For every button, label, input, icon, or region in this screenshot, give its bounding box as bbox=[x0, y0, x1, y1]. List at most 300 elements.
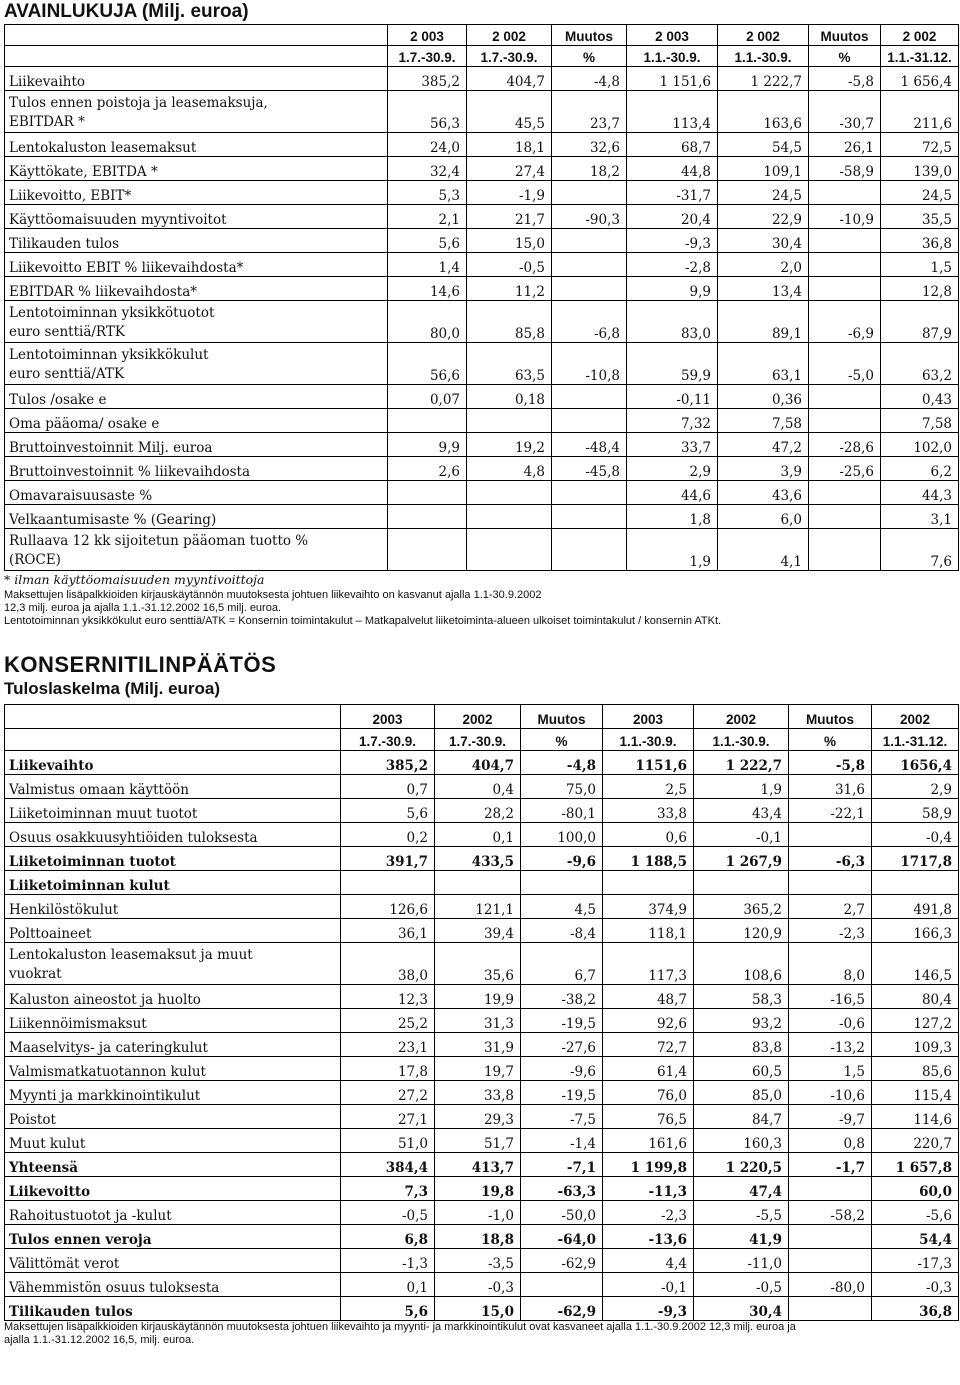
row-label-line: Välittömät verot bbox=[9, 1256, 120, 1272]
value-cell: 54,4 bbox=[872, 1225, 959, 1249]
value-cell: 68,7 bbox=[627, 133, 718, 157]
value-cell bbox=[388, 409, 467, 433]
row-label-line: Tulos ennen veroja bbox=[9, 1232, 152, 1248]
row-label bbox=[5, 181, 388, 205]
value-cell: 6,8 bbox=[341, 1225, 435, 1249]
column-header: 2002 bbox=[694, 705, 789, 729]
value-cell: 83,0 bbox=[627, 301, 718, 343]
value-cell: 12,3 bbox=[341, 985, 435, 1009]
row-label bbox=[5, 505, 388, 529]
value-cell: 24,5 bbox=[718, 181, 809, 205]
value-cell: -9,6 bbox=[521, 847, 603, 871]
row-label bbox=[5, 229, 388, 253]
value-cell: 8,0 bbox=[789, 943, 872, 985]
value-cell: 4,4 bbox=[603, 1249, 694, 1273]
table-row bbox=[5, 385, 959, 409]
row-label bbox=[5, 985, 341, 1009]
column-header: 1.7.-30.9. bbox=[341, 729, 435, 751]
value-cell: -10,8 bbox=[552, 343, 627, 385]
value-cell: 9,9 bbox=[627, 277, 718, 301]
value-cell bbox=[809, 181, 881, 205]
value-cell: -9,3 bbox=[603, 1297, 694, 1321]
value-cell: -9,3 bbox=[627, 229, 718, 253]
value-cell: 114,6 bbox=[872, 1105, 959, 1129]
value-cell: 1 220,5 bbox=[694, 1153, 789, 1177]
header-row bbox=[5, 25, 959, 46]
value-cell bbox=[552, 181, 627, 205]
value-cell: 17,8 bbox=[341, 1057, 435, 1081]
row-label-line: Liikevoitto bbox=[9, 1184, 91, 1200]
column-header: 2002 bbox=[435, 705, 521, 729]
value-cell: 54,5 bbox=[718, 133, 809, 157]
note-line: Maksettujen lisäpalkkioiden kirjauskäytännön muutoksesta johtuen liikevaihto on kasvanut ajalla 1.1-30.9.2002 bbox=[4, 589, 542, 601]
value-cell: 22,9 bbox=[718, 205, 809, 229]
value-cell: 146,5 bbox=[872, 943, 959, 985]
value-cell: 127,2 bbox=[872, 1009, 959, 1033]
value-cell: 7,58 bbox=[718, 409, 809, 433]
income-statement-notes bbox=[0, 1321, 960, 1347]
value-cell: 108,6 bbox=[694, 943, 789, 985]
value-cell: 15,0 bbox=[467, 229, 552, 253]
value-cell bbox=[467, 505, 552, 529]
value-cell: -9,7 bbox=[789, 1105, 872, 1129]
row-label bbox=[5, 1129, 341, 1153]
value-cell: -0,1 bbox=[694, 823, 789, 847]
value-cell: -10,6 bbox=[789, 1081, 872, 1105]
value-cell: -48,4 bbox=[552, 433, 627, 457]
value-cell: -10,9 bbox=[809, 205, 881, 229]
row-label-line: Valmismatkatuotannon kulut bbox=[9, 1064, 206, 1080]
column-header: 1.1.-30.9. bbox=[603, 729, 694, 751]
value-cell: 76,0 bbox=[603, 1081, 694, 1105]
value-cell bbox=[789, 823, 872, 847]
value-cell: 19,7 bbox=[435, 1057, 521, 1081]
value-cell: 1 151,6 bbox=[627, 67, 718, 91]
value-cell bbox=[552, 277, 627, 301]
value-cell: 0,18 bbox=[467, 385, 552, 409]
value-cell: 72,7 bbox=[603, 1033, 694, 1057]
value-cell: 47,2 bbox=[718, 433, 809, 457]
row-label-line: Myynti ja markkinointikulut bbox=[9, 1088, 201, 1104]
table-row bbox=[5, 529, 959, 571]
row-label bbox=[5, 847, 341, 871]
row-label bbox=[5, 823, 341, 847]
value-cell: -80,1 bbox=[521, 799, 603, 823]
value-cell: 5,6 bbox=[388, 229, 467, 253]
value-cell: 4,1 bbox=[718, 529, 809, 571]
table-row bbox=[5, 157, 959, 181]
column-header: 1.1.-30.9. bbox=[694, 729, 789, 751]
column-header: 2 003 bbox=[388, 25, 467, 46]
value-cell: -1,7 bbox=[789, 1153, 872, 1177]
value-cell: 7,32 bbox=[627, 409, 718, 433]
value-cell: 80,4 bbox=[872, 985, 959, 1009]
row-label-line: Henkilöstökulut bbox=[9, 902, 119, 918]
value-cell: -1,9 bbox=[467, 181, 552, 205]
value-cell: 365,2 bbox=[694, 895, 789, 919]
value-cell bbox=[552, 505, 627, 529]
column-header: 2 002 bbox=[881, 25, 959, 46]
row-label-line: Tulos /osake e bbox=[9, 392, 107, 408]
value-cell: 163,6 bbox=[718, 91, 809, 133]
row-label-line: Liikevaihto bbox=[9, 758, 94, 774]
value-cell: 9,9 bbox=[388, 433, 467, 457]
value-cell bbox=[521, 1273, 603, 1297]
table-row bbox=[5, 253, 959, 277]
value-cell: 100,0 bbox=[521, 823, 603, 847]
header-row bbox=[5, 46, 959, 67]
value-cell: 45,5 bbox=[467, 91, 552, 133]
value-cell: 1151,6 bbox=[603, 751, 694, 775]
row-label-line: Liiketoiminnan kulut bbox=[9, 878, 170, 894]
key-figures-notes bbox=[0, 589, 960, 628]
value-cell: -64,0 bbox=[521, 1225, 603, 1249]
row-label bbox=[5, 277, 388, 301]
row-label-line: Bruttoinvestoinnit % liikevaihdosta bbox=[9, 464, 250, 480]
value-cell: -13,2 bbox=[789, 1033, 872, 1057]
table-row bbox=[5, 343, 959, 385]
value-cell: 58,9 bbox=[872, 799, 959, 823]
value-cell: 109,3 bbox=[872, 1033, 959, 1057]
value-cell: -31,7 bbox=[627, 181, 718, 205]
note-line: ajalla 1.1.-31.12.2002 16,5, milj. euroa. bbox=[4, 1334, 195, 1346]
value-cell: 7,6 bbox=[881, 529, 959, 571]
income-statement-table bbox=[4, 704, 959, 1321]
row-label-line: (ROCE) bbox=[9, 552, 61, 568]
table-row bbox=[5, 181, 959, 205]
value-cell: 2,9 bbox=[872, 775, 959, 799]
value-cell: 2,7 bbox=[789, 895, 872, 919]
value-cell: 118,1 bbox=[603, 919, 694, 943]
value-cell: -25,6 bbox=[809, 457, 881, 481]
value-cell: -27,6 bbox=[521, 1033, 603, 1057]
value-cell: -17,3 bbox=[872, 1249, 959, 1273]
row-label bbox=[5, 943, 341, 985]
row-label-line: Tilikauden tulos bbox=[9, 1304, 133, 1320]
row-label bbox=[5, 1153, 341, 1177]
value-cell bbox=[521, 871, 603, 895]
value-cell: 80,0 bbox=[388, 301, 467, 343]
value-cell: 5,6 bbox=[341, 799, 435, 823]
table-row bbox=[5, 1009, 959, 1033]
value-cell: -5,0 bbox=[809, 343, 881, 385]
value-cell: 413,7 bbox=[435, 1153, 521, 1177]
value-cell bbox=[694, 871, 789, 895]
value-cell: 1 656,4 bbox=[881, 67, 959, 91]
value-cell: 33,8 bbox=[603, 799, 694, 823]
row-label bbox=[5, 409, 388, 433]
header-row bbox=[5, 705, 959, 729]
row-label-line: Oma pääoma/ osake e bbox=[9, 416, 160, 432]
row-label bbox=[5, 301, 388, 343]
value-cell: 7,58 bbox=[881, 409, 959, 433]
value-cell: 19,8 bbox=[435, 1177, 521, 1201]
column-header: 1.1.-30.9. bbox=[627, 46, 718, 67]
key-figures-title: AVAINLUKUJA (Milj. euroa) bbox=[4, 1, 249, 22]
value-cell: 0,7 bbox=[341, 775, 435, 799]
value-cell: 4,5 bbox=[521, 895, 603, 919]
value-cell: -1,0 bbox=[435, 1201, 521, 1225]
column-header: % bbox=[552, 46, 627, 67]
value-cell: 3,1 bbox=[881, 505, 959, 529]
table-row bbox=[5, 1081, 959, 1105]
value-cell: 38,0 bbox=[341, 943, 435, 985]
value-cell: 160,3 bbox=[694, 1129, 789, 1153]
value-cell: 27,4 bbox=[467, 157, 552, 181]
value-cell: 5,6 bbox=[341, 1297, 435, 1321]
value-cell: 30,4 bbox=[718, 229, 809, 253]
value-cell: 63,1 bbox=[718, 343, 809, 385]
header-blank-cell bbox=[5, 705, 341, 729]
table-row bbox=[5, 1297, 959, 1321]
value-cell: 404,7 bbox=[467, 67, 552, 91]
value-cell: 63,5 bbox=[467, 343, 552, 385]
value-cell: -5,8 bbox=[809, 67, 881, 91]
value-cell: 121,1 bbox=[435, 895, 521, 919]
row-label-line: euro senttiä/ATK bbox=[9, 366, 125, 382]
row-label-line: Liikevoitto, EBIT* bbox=[9, 188, 132, 204]
header-row bbox=[5, 729, 959, 751]
value-cell: 12,8 bbox=[881, 277, 959, 301]
note-line: Lentotoiminnan yksikkökulut euro senttiä/ATK = Konsernin toimintakulut – Matkapalvelut liiketoiminta-alueen ulkoiset toimintakulut / konsernin ATKt. bbox=[4, 615, 722, 627]
value-cell: -2,8 bbox=[627, 253, 718, 277]
value-cell: 33,7 bbox=[627, 433, 718, 457]
table-row bbox=[5, 133, 959, 157]
value-cell: -8,4 bbox=[521, 919, 603, 943]
table-row bbox=[5, 433, 959, 457]
key-figures-table bbox=[4, 24, 959, 571]
row-label bbox=[5, 385, 388, 409]
value-cell: 1,8 bbox=[627, 505, 718, 529]
column-header: 2 002 bbox=[718, 25, 809, 46]
value-cell: 75,0 bbox=[521, 775, 603, 799]
value-cell: 51,7 bbox=[435, 1129, 521, 1153]
value-cell: 11,2 bbox=[467, 277, 552, 301]
value-cell: 36,8 bbox=[881, 229, 959, 253]
value-cell bbox=[467, 481, 552, 505]
value-cell bbox=[388, 529, 467, 571]
row-label-line: Lentokaluston leasemaksut bbox=[9, 140, 197, 156]
row-label bbox=[5, 253, 388, 277]
column-header: % bbox=[809, 46, 881, 67]
value-cell bbox=[603, 871, 694, 895]
value-cell: -7,1 bbox=[521, 1153, 603, 1177]
value-cell: -45,8 bbox=[552, 457, 627, 481]
value-cell bbox=[789, 1249, 872, 1273]
row-label-line: Bruttoinvestoinnit Milj. euroa bbox=[9, 440, 213, 456]
value-cell bbox=[789, 1177, 872, 1201]
table-row bbox=[5, 775, 959, 799]
value-cell: 2,5 bbox=[603, 775, 694, 799]
value-cell: -22,1 bbox=[789, 799, 872, 823]
row-label bbox=[5, 751, 341, 775]
row-label bbox=[5, 91, 388, 133]
table-row bbox=[5, 919, 959, 943]
value-cell: 33,8 bbox=[435, 1081, 521, 1105]
table-row bbox=[5, 1105, 959, 1129]
column-header: 2003 bbox=[341, 705, 435, 729]
table-row bbox=[5, 1177, 959, 1201]
value-cell: 29,3 bbox=[435, 1105, 521, 1129]
value-cell: 0,8 bbox=[789, 1129, 872, 1153]
table-row bbox=[5, 1033, 959, 1057]
row-label bbox=[5, 157, 388, 181]
value-cell: 85,0 bbox=[694, 1081, 789, 1105]
value-cell: 166,3 bbox=[872, 919, 959, 943]
row-label bbox=[5, 871, 341, 895]
value-cell bbox=[809, 529, 881, 571]
value-cell bbox=[341, 871, 435, 895]
table-row bbox=[5, 1057, 959, 1081]
table-row bbox=[5, 1273, 959, 1297]
row-label-line: Yhteensä bbox=[9, 1160, 79, 1176]
row-label bbox=[5, 1081, 341, 1105]
value-cell: 24,0 bbox=[388, 133, 467, 157]
value-cell: 35,5 bbox=[881, 205, 959, 229]
row-label bbox=[5, 1033, 341, 1057]
value-cell: 115,4 bbox=[872, 1081, 959, 1105]
value-cell: 24,5 bbox=[881, 181, 959, 205]
value-cell: 2,0 bbox=[718, 253, 809, 277]
value-cell: -2,3 bbox=[603, 1201, 694, 1225]
row-label-line: Liikennöimismaksut bbox=[9, 1016, 147, 1032]
value-cell bbox=[809, 505, 881, 529]
value-cell: 1 267,9 bbox=[694, 847, 789, 871]
value-cell: -0,11 bbox=[627, 385, 718, 409]
value-cell: 89,1 bbox=[718, 301, 809, 343]
value-cell: -9,6 bbox=[521, 1057, 603, 1081]
value-cell: 404,7 bbox=[435, 751, 521, 775]
value-cell: 47,4 bbox=[694, 1177, 789, 1201]
value-cell: 385,2 bbox=[341, 751, 435, 775]
value-cell: 59,9 bbox=[627, 343, 718, 385]
table-row bbox=[5, 985, 959, 1009]
row-label-line: Käyttöomaisuuden myyntivoitot bbox=[9, 212, 227, 228]
row-label-line: Tulos ennen poistoja ja leasemaksuja, bbox=[9, 95, 268, 111]
value-cell: 36,1 bbox=[341, 919, 435, 943]
column-header: 1.1.-31.12. bbox=[872, 729, 959, 751]
value-cell: 5,3 bbox=[388, 181, 467, 205]
value-cell: 161,6 bbox=[603, 1129, 694, 1153]
row-label bbox=[5, 133, 388, 157]
value-cell: 0,1 bbox=[341, 1273, 435, 1297]
value-cell: 3,9 bbox=[718, 457, 809, 481]
value-cell: -6,8 bbox=[552, 301, 627, 343]
value-cell: -58,2 bbox=[789, 1201, 872, 1225]
value-cell: 92,6 bbox=[603, 1009, 694, 1033]
value-cell: 60,5 bbox=[694, 1057, 789, 1081]
value-cell: 27,1 bbox=[341, 1105, 435, 1129]
value-cell: -0,6 bbox=[789, 1009, 872, 1033]
value-cell: 36,8 bbox=[872, 1297, 959, 1321]
value-cell: 21,7 bbox=[467, 205, 552, 229]
row-label-line: Rahoitustuotot ja -kulut bbox=[9, 1208, 172, 1224]
row-label bbox=[5, 67, 388, 91]
value-cell: -62,9 bbox=[521, 1249, 603, 1273]
value-cell: 44,6 bbox=[627, 481, 718, 505]
value-cell: 2,1 bbox=[388, 205, 467, 229]
consolidated-statements-title: KONSERNITILINPÄÄTÖS bbox=[4, 652, 277, 677]
value-cell: 43,6 bbox=[718, 481, 809, 505]
table-row bbox=[5, 871, 959, 895]
column-header: 2 002 bbox=[467, 25, 552, 46]
table-row bbox=[5, 799, 959, 823]
row-label-line: Rullaava 12 kk sijoitetun pääoman tuotto % bbox=[9, 533, 309, 549]
value-cell bbox=[388, 505, 467, 529]
column-header: Muutos bbox=[789, 705, 872, 729]
value-cell: 1,5 bbox=[789, 1057, 872, 1081]
row-label bbox=[5, 1201, 341, 1225]
value-cell bbox=[552, 529, 627, 571]
value-cell: 0,4 bbox=[435, 775, 521, 799]
value-cell: 44,3 bbox=[881, 481, 959, 505]
value-cell: -2,3 bbox=[789, 919, 872, 943]
value-cell: 25,2 bbox=[341, 1009, 435, 1033]
table-row bbox=[5, 943, 959, 985]
table-row bbox=[5, 1201, 959, 1225]
row-label bbox=[5, 529, 388, 571]
value-cell: 433,5 bbox=[435, 847, 521, 871]
value-cell: -62,9 bbox=[521, 1297, 603, 1321]
value-cell: 41,9 bbox=[694, 1225, 789, 1249]
row-label bbox=[5, 919, 341, 943]
value-cell bbox=[809, 229, 881, 253]
value-cell: 126,6 bbox=[341, 895, 435, 919]
value-cell bbox=[809, 409, 881, 433]
note-line: Maksettujen lisäpalkkioiden kirjauskäytännön muutoksesta johtuen liikevaihto ja myynti- ja markkinointikulut ovat kasvaneet ajalla 1.1.-30.9.2002 12,3 milj. euroa ja bbox=[4, 1321, 796, 1333]
value-cell: 374,9 bbox=[603, 895, 694, 919]
star-footnote: * ilman käyttöomaisuuden myyntivoittoja bbox=[4, 572, 265, 587]
row-label-line: Velkaantumisaste % (Gearing) bbox=[9, 512, 217, 528]
table-row bbox=[5, 301, 959, 343]
table-row bbox=[5, 895, 959, 919]
value-cell: -30,7 bbox=[809, 91, 881, 133]
row-label-line: Muut kulut bbox=[9, 1136, 86, 1152]
value-cell: -5,8 bbox=[789, 751, 872, 775]
value-cell: 102,0 bbox=[881, 433, 959, 457]
column-header: 2003 bbox=[603, 705, 694, 729]
column-header: 2 003 bbox=[627, 25, 718, 46]
value-cell: -28,6 bbox=[809, 433, 881, 457]
table-row bbox=[5, 1225, 959, 1249]
value-cell: 117,3 bbox=[603, 943, 694, 985]
value-cell: -4,8 bbox=[521, 751, 603, 775]
value-cell: -0,5 bbox=[341, 1201, 435, 1225]
row-label bbox=[5, 895, 341, 919]
row-label-line: Lentokaluston leasemaksut ja muut bbox=[9, 947, 253, 963]
value-cell: 43,4 bbox=[694, 799, 789, 823]
value-cell: 18,1 bbox=[467, 133, 552, 157]
value-cell bbox=[467, 529, 552, 571]
value-cell: 1,4 bbox=[388, 253, 467, 277]
value-cell: -5,6 bbox=[872, 1201, 959, 1225]
value-cell: -3,5 bbox=[435, 1249, 521, 1273]
value-cell: 0,1 bbox=[435, 823, 521, 847]
value-cell: 0,07 bbox=[388, 385, 467, 409]
value-cell: 26,1 bbox=[809, 133, 881, 157]
row-label-line: Liikevoitto EBIT % liikevaihdosta* bbox=[9, 260, 244, 276]
value-cell: 28,2 bbox=[435, 799, 521, 823]
value-cell: 15,0 bbox=[435, 1297, 521, 1321]
column-header: 1.1.-30.9. bbox=[718, 46, 809, 67]
value-cell: -1,3 bbox=[341, 1249, 435, 1273]
value-cell: 23,1 bbox=[341, 1033, 435, 1057]
value-cell: 211,6 bbox=[881, 91, 959, 133]
value-cell: 18,2 bbox=[552, 157, 627, 181]
value-cell bbox=[809, 253, 881, 277]
value-cell: 31,6 bbox=[789, 775, 872, 799]
table-row bbox=[5, 1129, 959, 1153]
